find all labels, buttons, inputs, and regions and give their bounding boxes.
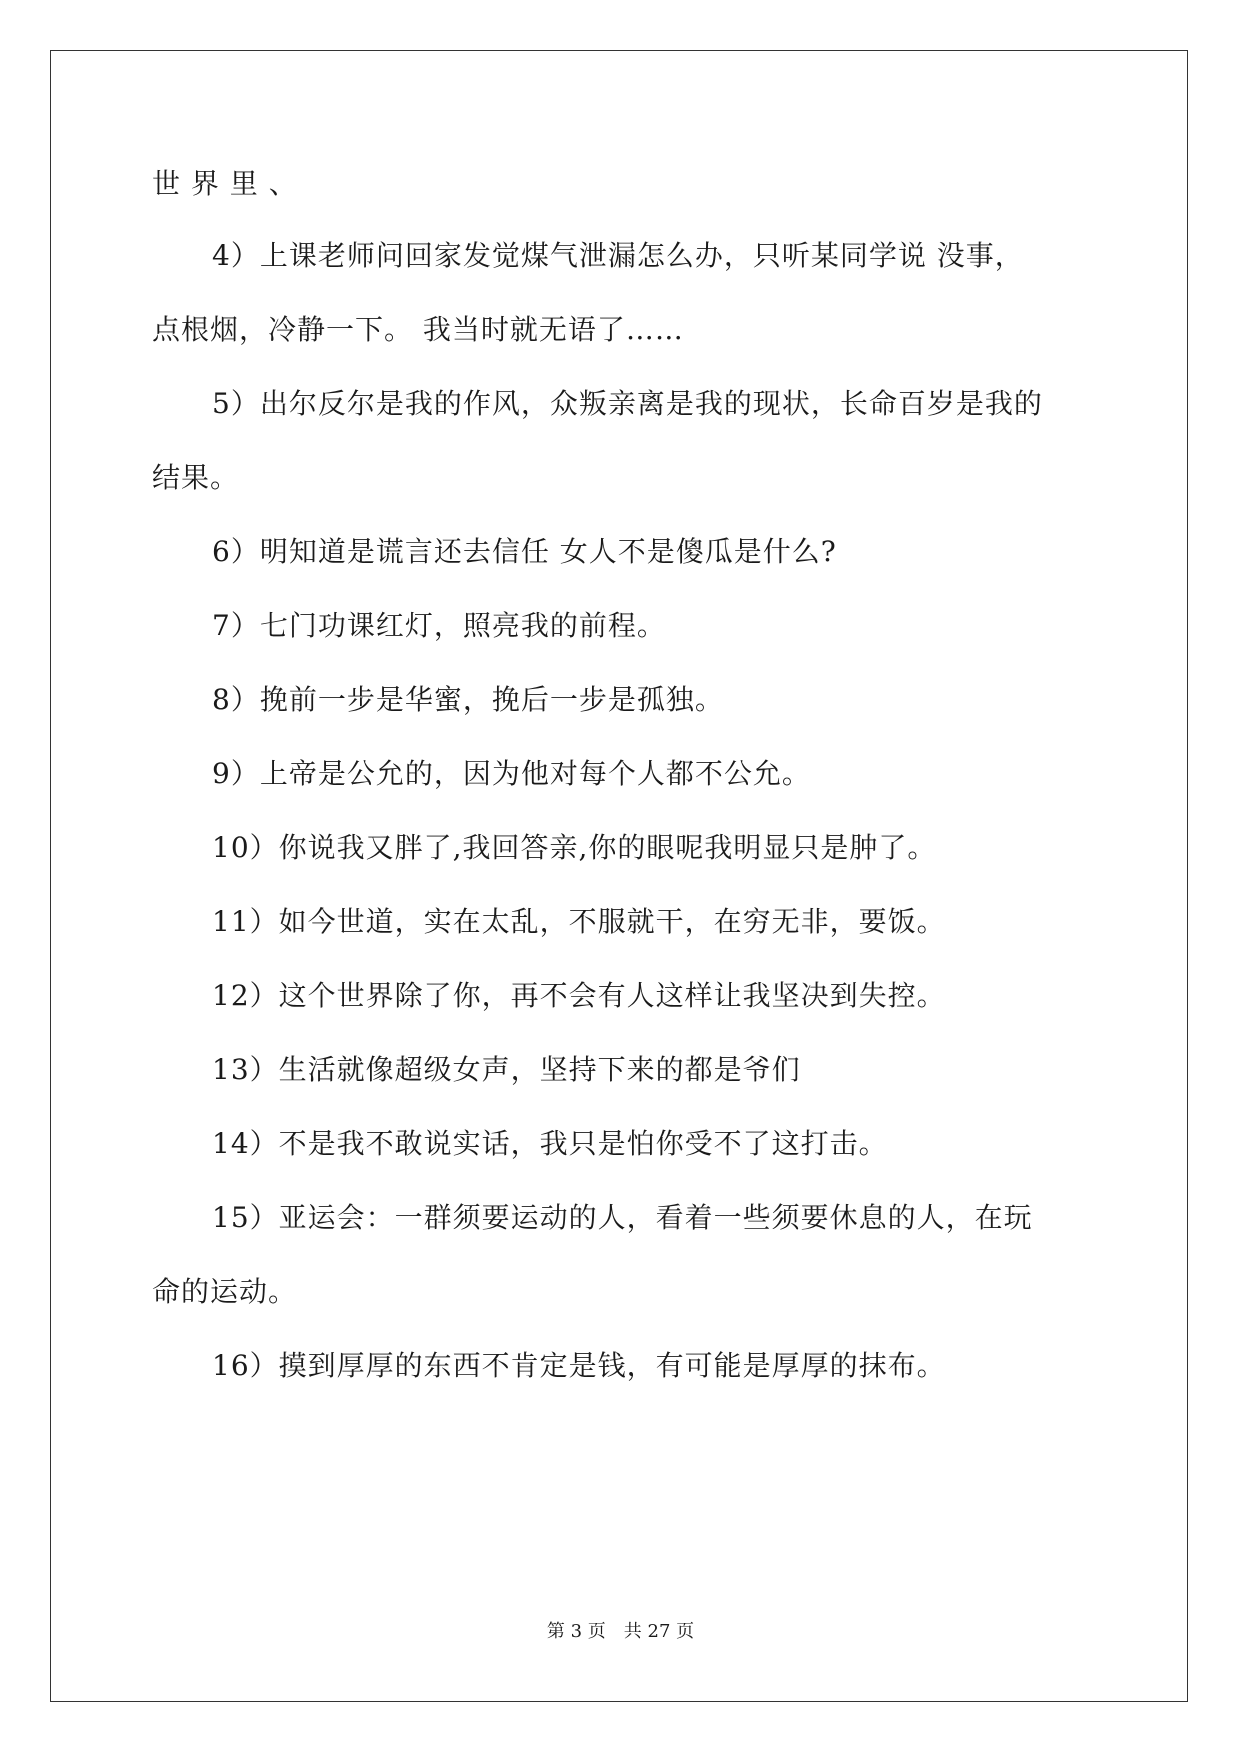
text-line: 4）上课老师问回家发觉煤气泄漏怎么办，只听某同学说 没事， — [212, 239, 1024, 272]
text-line: 6）明知道是谎言还去信任 女人不是傻瓜是什么? — [212, 535, 837, 568]
text-line: 结果。 — [152, 461, 240, 494]
page-border — [50, 50, 1188, 1702]
page-number: 第 3 页 共 27 页 — [546, 1621, 695, 1642]
text-line: 世 界 里 、 — [152, 167, 298, 200]
text-line: 16）摸到厚厚的东西不肯定是钱，有可能是厚厚的抹布。 — [212, 1349, 946, 1382]
text-line: 14）不是我不敢说实话，我只是怕你受不了这打击。 — [212, 1127, 888, 1160]
text-line: 15）亚运会：一群须要运动的人，看着一些须要休息的人，在玩 — [212, 1201, 1033, 1234]
text-line: 9）上帝是公允的，因为他对每个人都不公允。 — [212, 757, 811, 790]
text-line: 12）这个世界除了你，再不会有人这样让我坚决到失控。 — [212, 979, 946, 1012]
text-line: 命的运动。 — [152, 1275, 298, 1308]
text-line: 点根烟，冷静一下。 我当时就无语了…… — [152, 313, 684, 346]
text-line: 11）如今世道，实在太乱，不服就干，在穷无非，要饭。 — [212, 905, 946, 938]
text-line: 13）生活就像超级女声，坚持下来的都是爷们 — [212, 1053, 801, 1086]
text-line: 8）挽前一步是华蜜，挽后一步是孤独。 — [212, 683, 724, 716]
text-line: 7）七门功课红灯，照亮我的前程。 — [212, 609, 666, 642]
text-line: 5）出尔反尔是我的作风，众叛亲离是我的现状，长命百岁是我的 — [212, 387, 1043, 420]
text-line: 10）你说我又胖了,我回答亲,你的眼呢我明显只是肿了。 — [212, 831, 937, 864]
